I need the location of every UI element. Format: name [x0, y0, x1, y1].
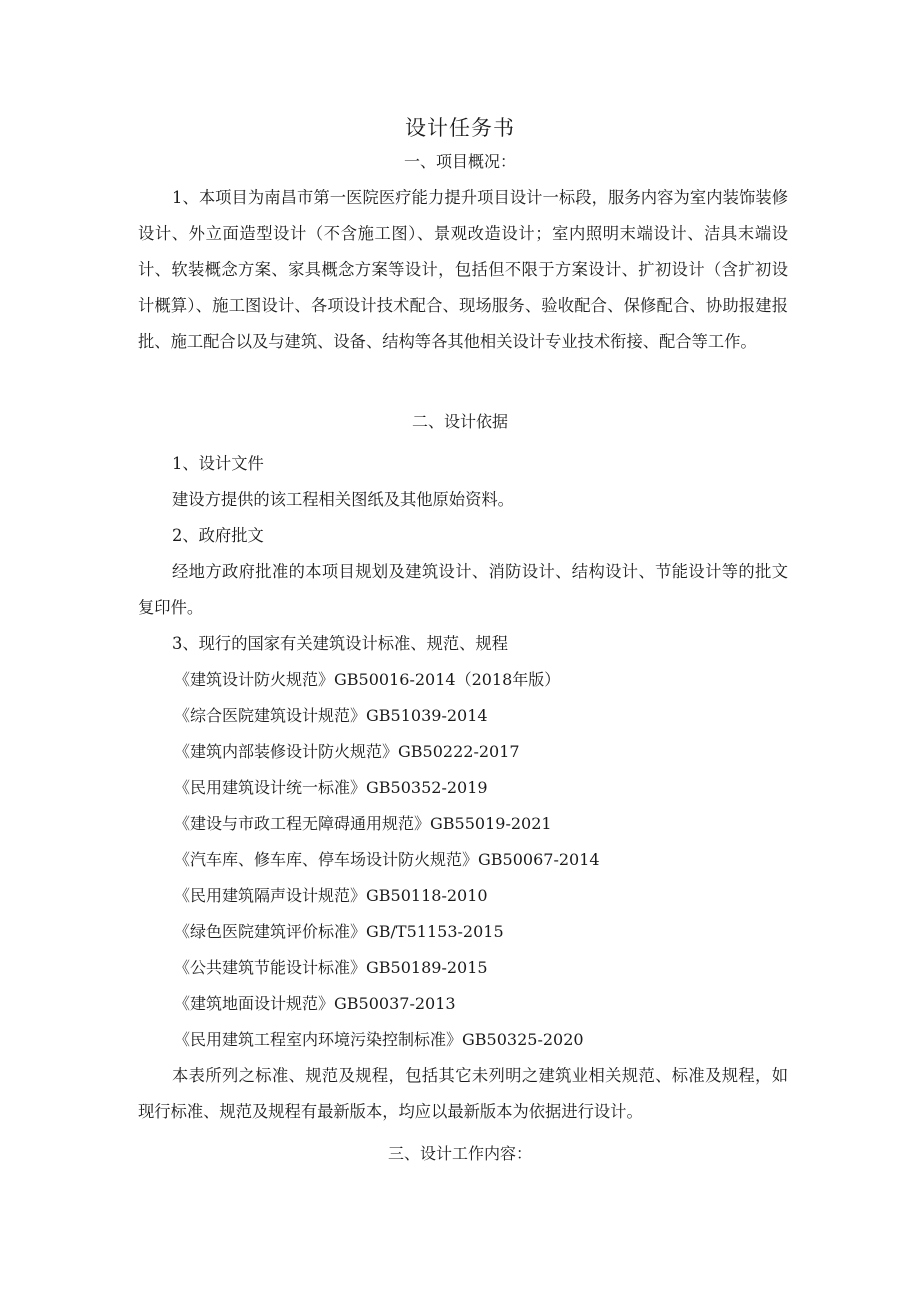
standard-item: 《民用建筑工程室内环境污染控制标准》GB50325-2020: [174, 1030, 584, 1049]
standard-item: 《民用建筑隔声设计规范》GB50118-2010: [174, 886, 488, 905]
section-heading-design-basis: 二、设计依据: [411, 412, 508, 431]
standard-item: 《建筑内部装修设计防火规范》GB50222-2017: [174, 742, 520, 761]
standards-closing-paragraph: 本表所列之标准、规范及规程，包括其它未列明之建筑业相关规范、标准及规程，如现行标准、规范及规程有最新版本，均应以最新版本为依据进行设计。: [138, 1066, 788, 1121]
section-heading-design-work-content: 三、设计工作内容：: [387, 1144, 532, 1163]
design-basis-item-2-title: 2、政府批文: [172, 526, 264, 545]
section-heading-project-overview: 一、项目概况：: [403, 152, 516, 171]
design-basis-item-1-title: 1、设计文件: [172, 454, 264, 473]
project-overview-paragraph: 1、本项目为南昌市第一医院医疗能力提升项目设计一标段，服务内容为室内装饰装修设计、外立面造型设计（不含施工图）、景观改造设计；室内照明末端设计、洁具末端设计、软装概念方案、家具概念方案等设计，包括但不限于方案设计、扩初设计（含扩初设计概算）、施工图设计、各项设计技术配合、现场服务、验收配合、保修配合、协助报建报批、施工配合以及与建筑、设备、结构等各其他相关设计专业技术衔接、配合等工作。: [138, 188, 788, 351]
design-basis-item-2-text: 经地方政府批准的本项目规划及建筑设计、消防设计、结构设计、节能设计等的批文复印件。: [138, 562, 788, 617]
design-basis-item-3-title: 3、现行的国家有关建筑设计标准、规范、规程: [172, 634, 508, 653]
standard-item: 《绿色医院建筑评价标准》GB/T51153-2015: [174, 922, 504, 941]
document-title: 设计任务书: [405, 116, 515, 140]
standard-item: 《建设与市政工程无障碍通用规范》GB55019-2021: [174, 814, 552, 833]
standard-item: 《汽车库、修车库、停车场设计防火规范》GB50067-2014: [174, 850, 600, 869]
standard-item: 《建筑设计防火规范》GB50016-2014（2018年版）: [174, 670, 561, 689]
standard-item: 《公共建筑节能设计标准》GB50189-2015: [174, 958, 488, 977]
standard-item: 《综合医院建筑设计规范》GB51039-2014: [174, 706, 488, 725]
standard-item: 《民用建筑设计统一标准》GB50352-2019: [174, 778, 488, 797]
design-basis-item-1-text: 建设方提供的该工程相关图纸及其他原始资料。: [172, 490, 514, 509]
standard-item: 《建筑地面设计规范》GB50037-2013: [174, 994, 456, 1013]
